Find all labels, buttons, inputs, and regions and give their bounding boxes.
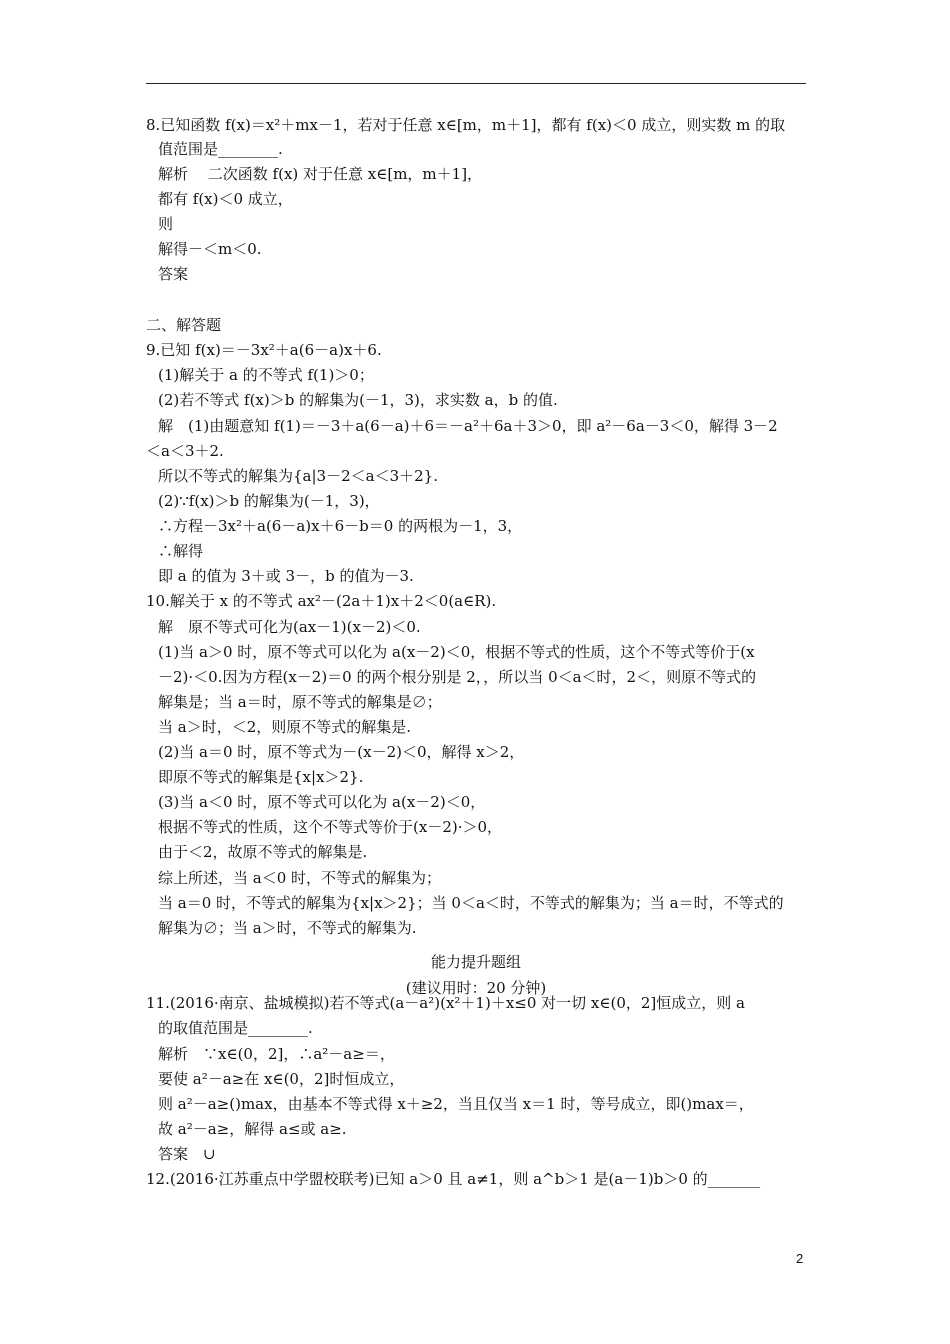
text-line: 都有 f(x)＜0 成立， xyxy=(158,190,293,208)
text-line: 解集是；当 a＝时，原不等式的解集是∅； xyxy=(158,693,442,711)
text-line: 12.(2016·江苏重点中学盟校联考)已知 a＞0 且 a≠1，则 a^b＞1 是(a－1)b＞0 的_______ xyxy=(146,1170,761,1188)
text-line: 当 a＞时，＜2，则原不等式的解集是. xyxy=(158,718,412,736)
text-line: 解析 二次函数 f(x) 对于任意 x∈[m，m＋1]， xyxy=(158,165,483,183)
text-line: 综上所述，当 a＜0 时，不等式的解集为； xyxy=(158,869,442,887)
text-line: 11.(2016·南京、盐城模拟)若不等式(a－a²)(x²＋1)＋x≤0 对一切 x∈(0，2]恒成立，则 a xyxy=(146,994,745,1012)
text-line: 解析 ∵x∈(0，2]，∴a²－a≥＝， xyxy=(158,1045,395,1063)
section-title: 能力提升题组 xyxy=(430,953,521,971)
text-line: 解 原不等式可化为(ax－1)(x－2)＜0. xyxy=(158,618,421,636)
text-line: (2)当 a＝0 时，原不等式为－(x－2)＜0，解得 x＞2， xyxy=(158,743,525,761)
text-line: (3)当 a＜0 时，原不等式可以化为 a(x－2)＜0， xyxy=(158,793,486,811)
text-line: 9.已知 f(x)＝－3x²＋a(6－a)x＋6. xyxy=(146,341,382,359)
page-number: 2 xyxy=(796,1251,804,1266)
text-line: (2)若不等式 f(x)＞b 的解集为(－1，3)，求实数 a，b 的值. xyxy=(158,391,558,409)
text-line: (2)∵f(x)＞b 的解集为(－1，3)， xyxy=(158,492,380,510)
text-line: 当 a＝0 时，不等式的解集为{x|x＞2}；当 0＜a＜时，不等式的解集为；当 a＝时，不等式的 xyxy=(158,894,784,912)
text-line: 的取值范围是________. xyxy=(158,1019,313,1037)
text-line: 答案 ∪ xyxy=(158,1145,216,1163)
text-line: 则 xyxy=(158,215,174,233)
text-line: －2)·＜0.因为方程(x－2)＝0 的两个根分别是 2，，所以当 0＜a＜时，2＜，则原不等式的 xyxy=(158,668,757,686)
text-line: 解集为∅；当 a＞时，不等式的解集为. xyxy=(158,919,417,937)
text-line: ∴方程－3x²＋a(6－a)x＋6－b＝0 的两根为－1，3， xyxy=(158,517,523,535)
text-line: 10.解关于 x 的不等式 ax²－(2a＋1)x＋2＜0(a∈R). xyxy=(146,592,497,610)
text-line: (1)解关于 a 的不等式 f(1)＞0； xyxy=(158,366,374,384)
text-line: 根据不等式的性质，这个不等式等价于(x－2)·＞0， xyxy=(158,818,503,836)
text-line: 所以不等式的解集为{a|3－2＜a＜3＋2}. xyxy=(158,467,438,485)
text-line: 8.已知函数 f(x)＝x²＋mx－1，若对于任意 x∈[m，m＋1]，都有 f(x)＜0 成立，则实数 m 的取 xyxy=(146,116,786,134)
text-line: ＜a＜3＋2. xyxy=(146,442,224,460)
section-subtitle: (建议用时：20 分钟) xyxy=(405,979,547,997)
text-line: 值范围是________. xyxy=(158,140,283,158)
text-line: 即 a 的值为 3＋或 3－，b 的值为－3. xyxy=(158,567,414,585)
text-line: 答案 xyxy=(158,265,189,283)
text-line: 要使 a²－a≥在 x∈(0，2]时恒成立， xyxy=(158,1070,405,1088)
text-line: 即原不等式的解集是{x|x＞2}. xyxy=(158,768,364,786)
text-line: 故 a²－a≥，解得 a≤或 a≥. xyxy=(158,1120,347,1138)
header-rule xyxy=(146,83,806,84)
text-line: (1)当 a＞0 时，原不等式可以化为 a(x－2)＜0，根据不等式的性质，这个不等式等价于(x xyxy=(158,643,755,661)
text-line: 解得－＜m＜0. xyxy=(158,240,262,258)
text-line: 二、解答题 xyxy=(146,316,222,334)
text-line: 由于＜2，故原不等式的解集是. xyxy=(158,843,368,861)
text-line: 解 (1)由题意知 f(1)＝－3＋a(6－a)＋6＝－a²＋6a＋3＞0，即 a²－6a－3＜0，解得 3－2 xyxy=(158,417,778,435)
text-line: ∴解得 xyxy=(158,542,204,560)
text-line: 则 a²－a≥()max，由基本不等式得 x＋≥2，当且仅当 x＝1 时，等号成立，即()max＝， xyxy=(158,1095,754,1113)
